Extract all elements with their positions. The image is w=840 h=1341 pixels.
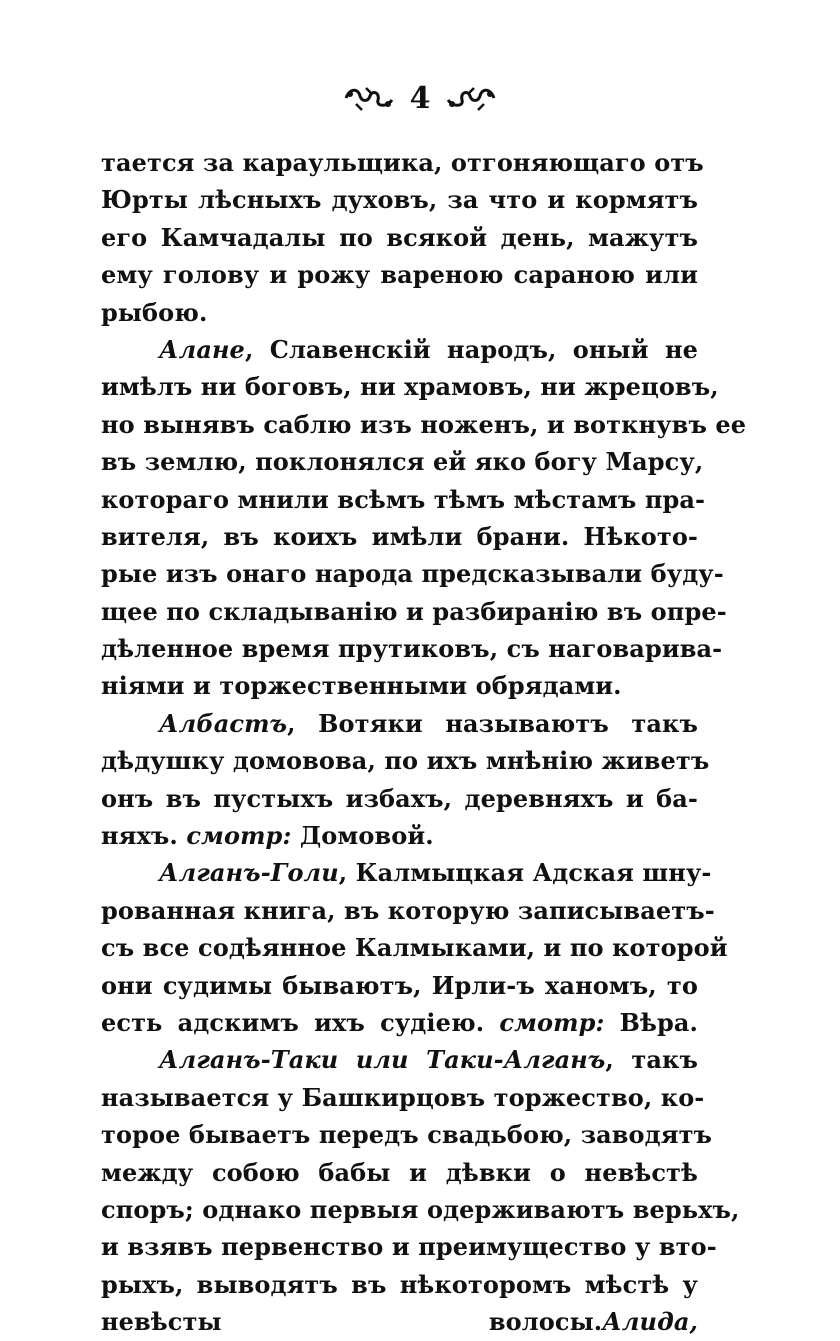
text-line: рованная книга, въ которую записываетъ-	[101, 895, 715, 925]
entry-text: , такъ	[605, 1045, 698, 1075]
entry-term: Албастъ	[159, 708, 288, 738]
text-line: называется у Башкирцовъ торжество, ко-	[101, 1082, 705, 1112]
text-line: его Камчадалы по всякой день, мажутъ	[101, 222, 698, 252]
text-line	[101, 817, 698, 854]
entry-term: Алганъ-Таки или Таки-Алганъ	[159, 1045, 606, 1075]
cross-reference: смотр:	[186, 821, 292, 851]
text-line: дѣленное время прутиковъ, съ наговарива-	[101, 634, 723, 664]
text-line: между собою бабы и дѣвки о невѣстѣ	[101, 1157, 698, 1187]
entry-algan-taki	[101, 1041, 698, 1078]
text-line: онъ въ пустыхъ избахъ, деревняхъ и ба-	[101, 783, 698, 813]
text-line: но вынявъ саблю изъ ноженъ, и воткнувъ ее	[101, 409, 747, 439]
entry-algan-goli	[101, 854, 712, 891]
entry-text: , Славенскій народъ, оный не	[244, 334, 698, 364]
text-segment: Вѣра.	[604, 1007, 698, 1037]
text-segment: Домовой.	[291, 821, 434, 851]
entry-albast	[101, 705, 698, 742]
text-line: они судимы бываютъ, Ирли-ъ ханомъ, то	[101, 970, 698, 1000]
entry-text: , Калмыцкая Адская шну-	[338, 858, 712, 888]
text-line: щее по складыванію и разбиранію въ опре-	[101, 596, 727, 626]
text-segment: няхъ.	[101, 821, 187, 851]
text-segment: невѣсты волосы.	[101, 1307, 603, 1337]
text-line: котораго мнили всѣмъ тѣмъ мѣстамъ пра-	[101, 484, 706, 514]
text-segment: есть адскимъ ихъ судіею.	[101, 1007, 500, 1037]
catchword: Алида,	[602, 1307, 698, 1337]
cross-reference: смотр:	[499, 1007, 605, 1037]
page-header	[0, 78, 840, 118]
text-line: вителя, въ коихъ имѣли брани. Нѣкото-	[101, 521, 698, 551]
text-line: въ землю, поклонялся ей яко богу Марсу,	[101, 447, 704, 477]
text-line: тается за караульщика, отгоняющаго отъ	[101, 148, 704, 177]
entry-text: , Вотяки называютъ такъ	[287, 708, 698, 738]
text-line: торое бываетъ передъ свадьбою, заводятъ	[101, 1120, 713, 1150]
left-ornament-icon	[342, 84, 398, 112]
text-body	[101, 144, 747, 1341]
text-line: и взявъ первенство и преимущество у вто-	[101, 1232, 717, 1262]
entry-term: Алане	[159, 334, 245, 364]
text-line: рыхъ, выводятъ въ нѣкоторомъ мѣстѣ у	[101, 1269, 698, 1299]
text-line: Юрты лѣсныхъ духовъ, за что и кормятъ	[101, 185, 698, 215]
page-number: 4	[409, 81, 431, 116]
text-line: ніями и торжественными обрядами.	[101, 671, 622, 701]
text-line: дѣдушку домовова, по ихъ мнѣнію живетъ	[101, 746, 710, 776]
text-line: съ все содѣянное Калмыками, и по которой	[101, 933, 728, 963]
entry-alane	[101, 331, 698, 368]
text-line: рые изъ онаго народа предсказывали буду-	[101, 559, 724, 589]
text-line: рыбою.	[101, 297, 208, 327]
right-ornament-icon	[442, 84, 498, 112]
text-line: ему голову и рожу вареною сараною или	[101, 260, 698, 290]
entry-term: Алганъ-Голи	[159, 858, 339, 888]
last-line	[101, 1303, 698, 1340]
text-line: имѣлъ ни боговъ, ни храмовъ, ни жрецовъ,	[101, 372, 719, 402]
text-line: споръ; однако первыя одерживаютъ верьхъ,	[101, 1194, 740, 1224]
text-line	[101, 1004, 698, 1041]
